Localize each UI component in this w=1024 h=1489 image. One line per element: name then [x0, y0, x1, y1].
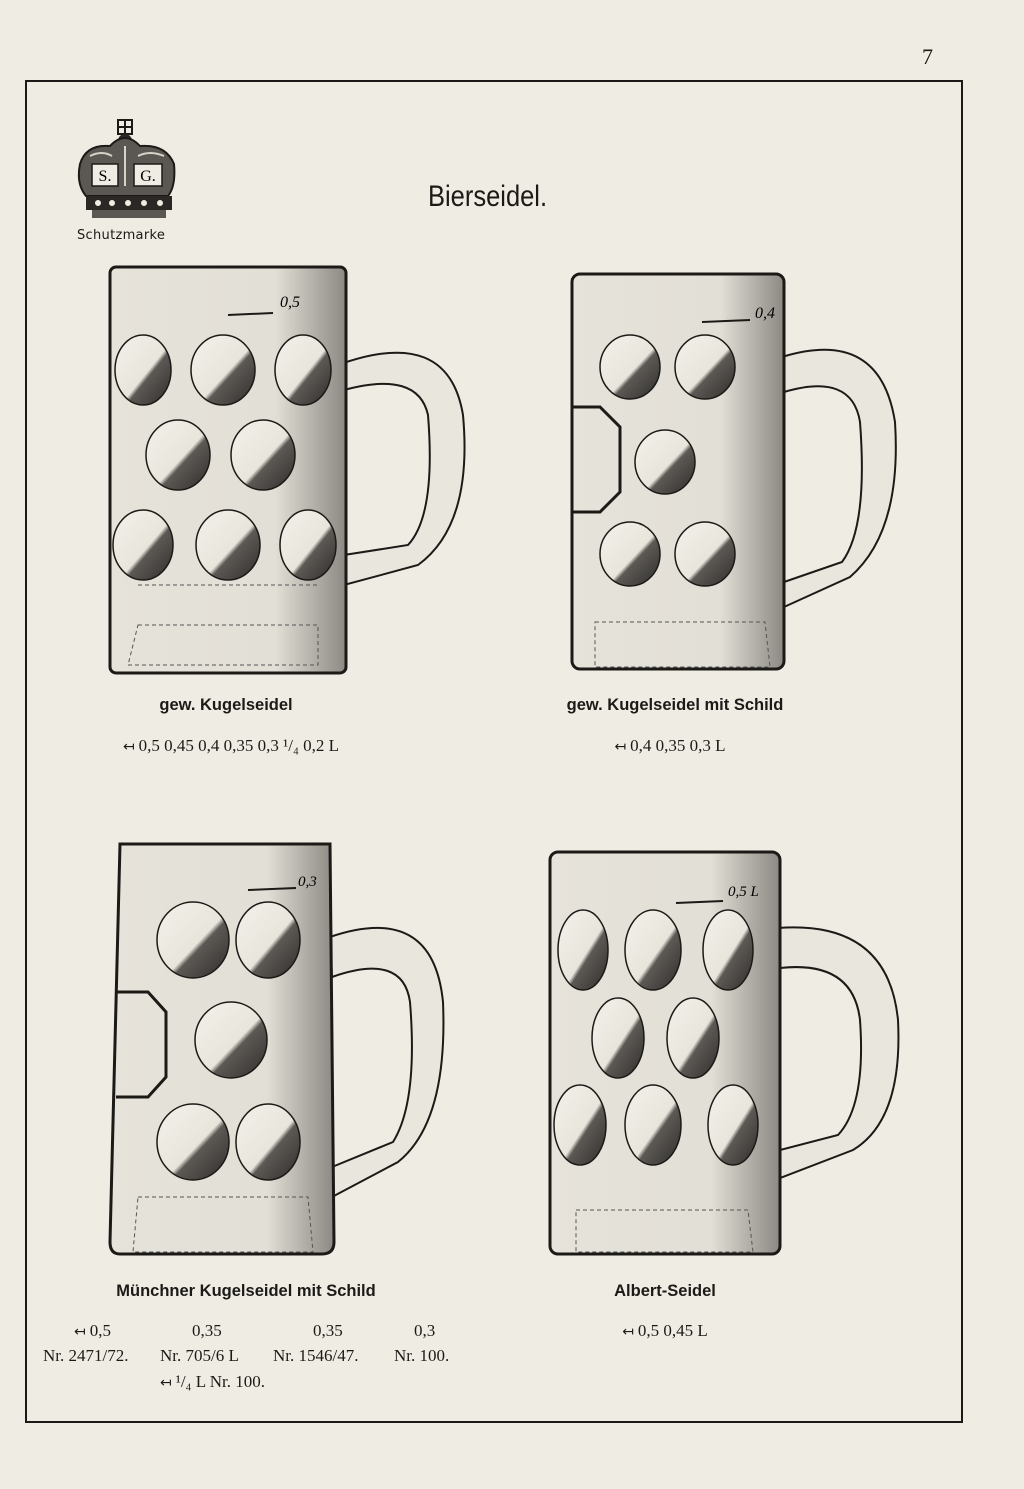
- arrow-icon: ↤: [622, 1324, 634, 1340]
- page-title: Bierseidel.: [428, 180, 548, 213]
- mug-illustration-4: [548, 850, 913, 1260]
- volume-cell: [74, 1321, 111, 1341]
- mug-1-sizes: [86, 736, 376, 756]
- logo-initials-left: S.: [98, 168, 112, 185]
- mug-2-caption: gew. Kugelseidel mit Schild: [566, 696, 784, 714]
- mug-4-size-list: 0,5 0,45 L: [637, 1321, 708, 1340]
- number-cell: Nr. 2471/72.: [43, 1346, 129, 1365]
- crown-icon: [72, 116, 192, 226]
- mug-2-size-list: 0,4 0,35 0,3 L: [630, 736, 726, 755]
- number-cell: Nr. 1546/47.: [273, 1346, 359, 1365]
- number-cell: Nr. 705/6 L: [160, 1346, 239, 1365]
- volume-cell: 0,35: [192, 1321, 222, 1340]
- logo-initials-right: G.: [140, 168, 156, 185]
- extra-size: [160, 1372, 265, 1392]
- mug-illustration-2: [570, 272, 910, 677]
- mug-illustration-1: [108, 265, 478, 685]
- arrow-icon: ↤: [160, 1375, 172, 1391]
- page-number: 7: [922, 44, 933, 69]
- arrow-icon: ↤: [122, 739, 135, 755]
- volume-cell: 0,35: [313, 1321, 343, 1340]
- volume-value: 0,5: [89, 1321, 111, 1340]
- mug-4-caption: Albert-Seidel: [614, 1282, 716, 1300]
- mug-3-mark-label: 0,3: [298, 874, 317, 890]
- trademark-logo: [72, 116, 192, 251]
- volume-cell: 0,3: [414, 1321, 436, 1340]
- extra-size-text: ¹/₄ L Nr. 100.: [175, 1372, 265, 1391]
- mug-4-sizes: [595, 1321, 735, 1341]
- mug-2-mark-label: 0,4: [755, 305, 775, 322]
- number-cell: Nr. 100.: [394, 1346, 450, 1365]
- mug-1-size-list: 0,5 0,45 0,4 0,35 0,3 ¹/₄ 0,2 L: [138, 736, 340, 755]
- arrow-icon: ↤: [74, 1324, 86, 1340]
- mug-1-mark-label: 0,5: [280, 294, 300, 311]
- mug-2-sizes: [585, 736, 755, 756]
- arrow-icon: ↤: [614, 739, 627, 755]
- mug-4-mark-label: 0,5 L: [728, 884, 759, 900]
- mug-1-caption: gew. Kugelseidel: [159, 696, 293, 714]
- mug-illustration-3: [108, 842, 453, 1262]
- logo-caption: Schutzmarke: [77, 228, 166, 243]
- mug-3-caption: Münchner Kugelseidel mit Schild: [116, 1282, 376, 1300]
